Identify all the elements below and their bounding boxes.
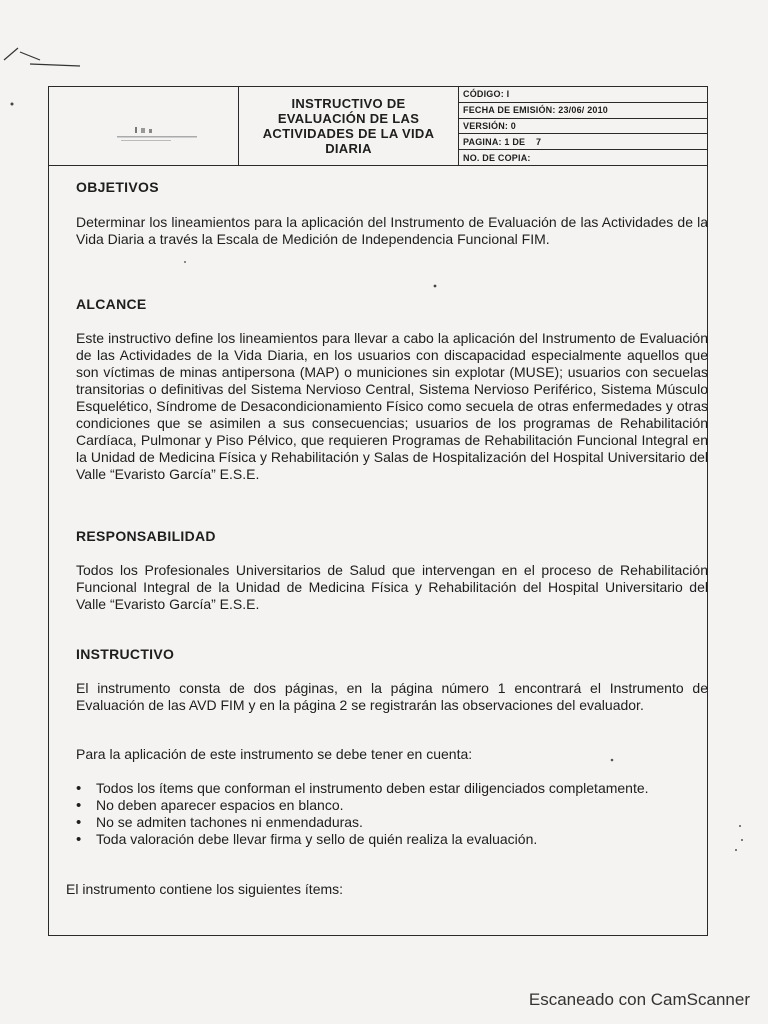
hospital-logo-cell xyxy=(49,87,239,165)
paragraph-instructivo-1: El instrumento consta de dos páginas, en la página número 1 encontrará el Instrumento de Evaluación de las AVD FIM y en la página 2 se registrarán las observaciones del evaluador. xyxy=(76,680,708,713)
paragraph-instructivo-2: Para la aplicación de este instrumento se debe tener en cuenta: xyxy=(76,746,473,762)
list-item: • Toda valoración debe llevar firma y sello de quién realiza la evaluación. xyxy=(76,831,708,848)
section-title-objetivos: OBJETIVOS xyxy=(76,179,159,195)
document-meta xyxy=(459,87,707,165)
section-title-instructivo: INSTRUCTIVO xyxy=(76,646,175,662)
meta-fecha-emision: FECHA DE EMISIÓN: 23/06/ 2010 xyxy=(459,103,707,119)
document-header xyxy=(49,87,707,166)
camscanner-watermark: Escaneado con CamScanner xyxy=(528,990,750,1009)
meta-version: VERSIÓN: 0 xyxy=(459,119,707,135)
list-item: • No deben aparecer espacios en blanco. xyxy=(76,797,708,814)
document-title-cell xyxy=(239,87,459,165)
section-title-alcance: ALCANCE xyxy=(76,296,147,312)
section-title-responsabilidad: RESPONSABILIDAD xyxy=(76,528,216,544)
list-item: • Todos los ítems que conforman el instrumento deben estar diligenciados completamente. xyxy=(76,780,708,797)
document-title: INSTRUCTIVO DE EVALUACIÓN DE LAS ACTIVIDADES DE LA VIDA DIARIA xyxy=(262,96,435,156)
paragraph-instructivo-3: El instrumento contiene los siguientes ítems: xyxy=(66,881,344,897)
hospital-logo-icon xyxy=(117,127,197,147)
paragraph-alcance: Este instructivo define los lineamientos para llevar a cabo la aplicación del Instrumento de Evaluación de las Actividades de la Vida Diaria, en los usuarios con discapacidad especialmente aquellos que son víctimas de minas antipersona (MAP) o municiones sin explotar (MUSE); usuarios con secuelas transitorias o definitivas del Sistema Nervioso Central, Sistema Nervioso Periférico, Sistema Músculo Esquelético, Síndrome de Desacondicionamiento Físico como secuela de otras enfermedades y otras condiciones que se asimilen a sus consecuencias; usuarios de los programas de Rehabilitación Cardíaca, Pulmonar y Piso Pélvico, que requieren Programas de Rehabilitación Funcional Integral en la Unidad de Medicina Física y Rehabilitación y Salas de Hospitalización del Hospital Universitario del Valle “Evaristo García” E.S.E. xyxy=(76,330,708,482)
meta-pagina: PAGINA: 1 DE 7 xyxy=(459,134,707,150)
list-item: • No se admiten tachones ni enmendaduras. xyxy=(76,814,708,831)
requirements-list xyxy=(76,780,708,848)
meta-codigo: CÓDIGO: I xyxy=(459,87,707,103)
meta-copia: NO. DE COPIA: xyxy=(463,152,531,163)
paragraph-objetivos: Determinar los lineamientos para la aplicación del Instrumento de Evaluación de las Actividades de la Vida Diaria a través la Escala de Medición de Independencia Funcional FIM. xyxy=(76,214,708,247)
paragraph-responsabilidad: Todos los Profesionales Universitarios de Salud que intervengan en el proceso de Rehabilitación Funcional Integral de la Unidad de Medicina Física y Rehabilitación del Hospital Universitario del Valle “Evaristo García” E.S.E. xyxy=(76,562,708,612)
